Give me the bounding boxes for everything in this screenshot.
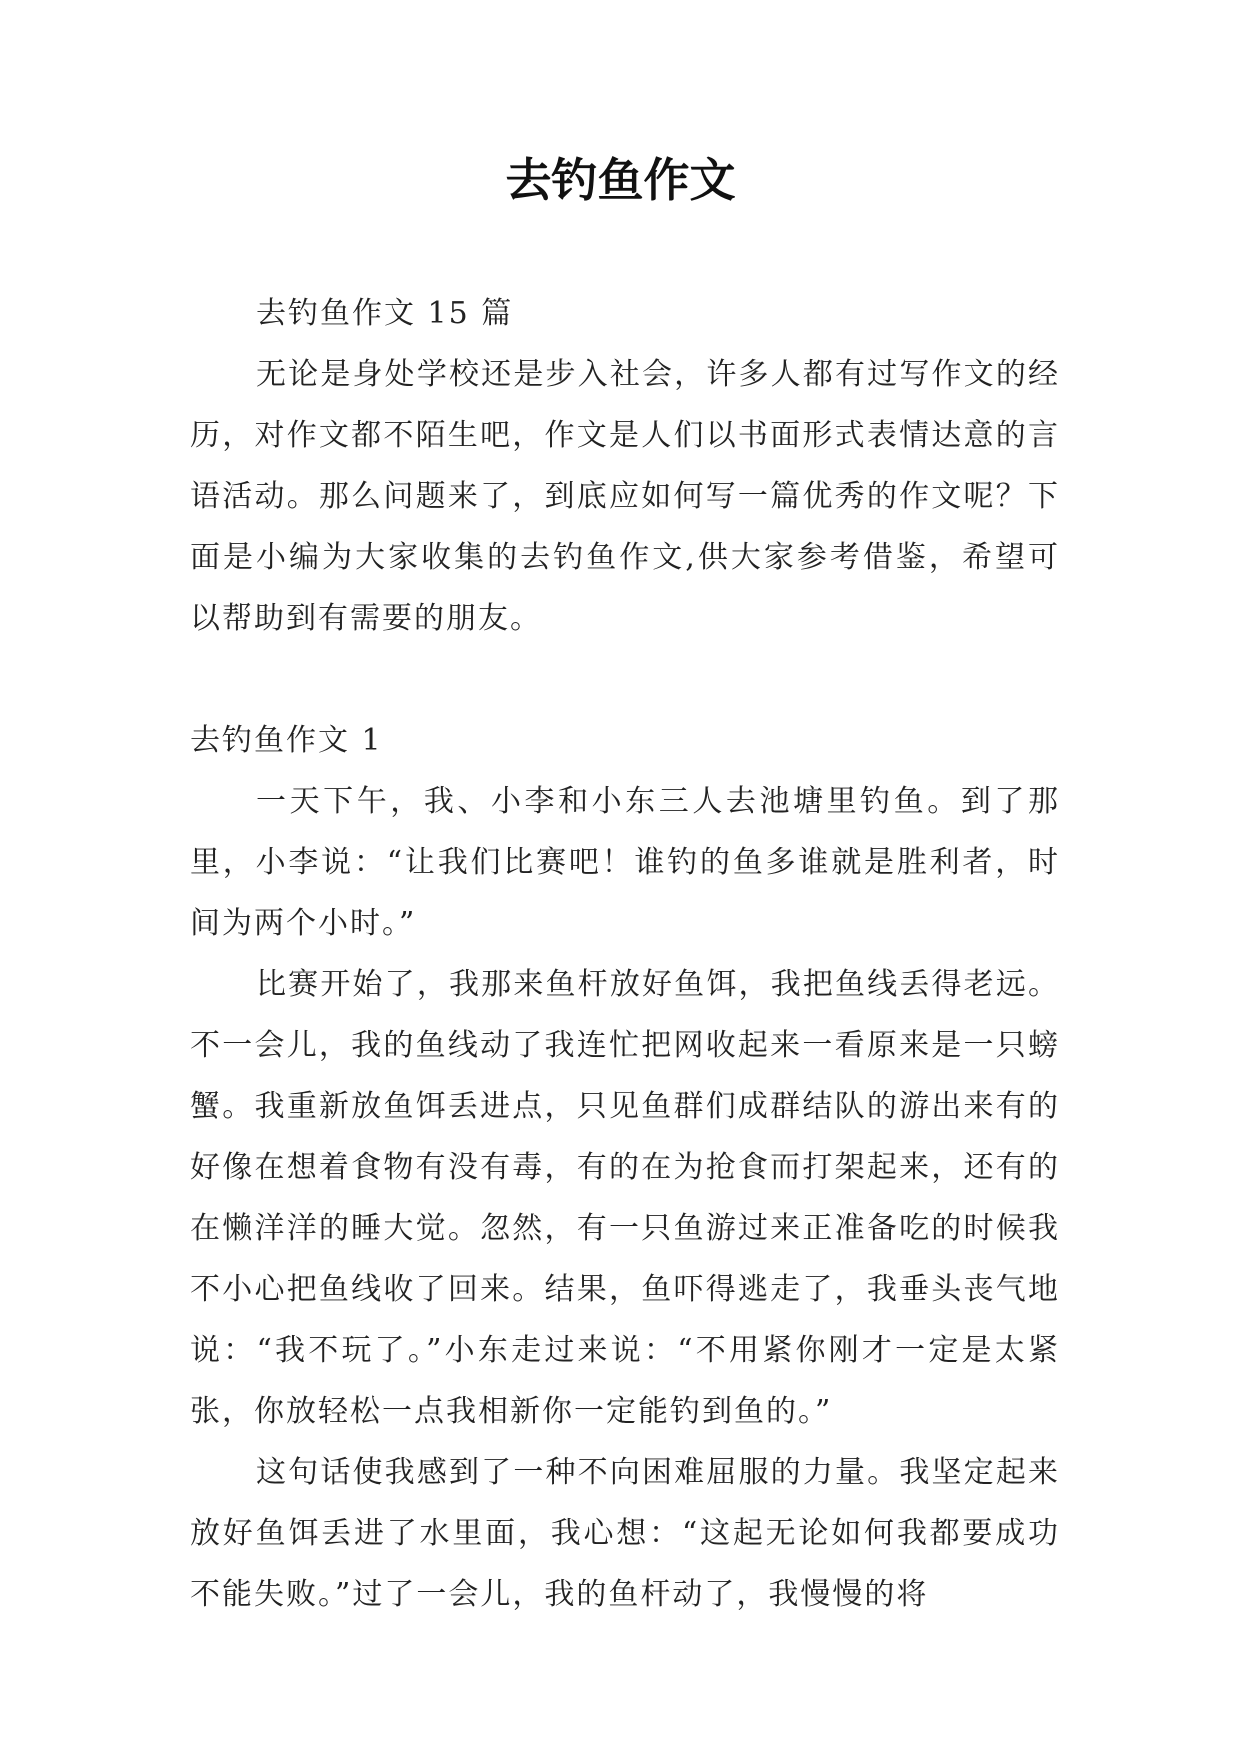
body-paragraph: 这句话使我感到了一种不向困难屈服的力量。我坚定起来放好鱼饵丢进了水里面，我心想：“这起无论如何我都要成功不能失败。”过了一会儿，我的鱼杆动了，我慢慢的将 — [190, 1455, 1060, 1612]
body-paragraph: 比赛开始了，我那来鱼杆放好鱼饵，我把鱼线丢得老远。不一会儿，我的鱼线动了我连忙把网收起来一看原来是一只螃蟹。我重新放鱼饵丢进点，只见鱼群们成群结队的游出来有的好像在想着食物有没有毒，有的在为抢食而打架起来，还有的在懒洋洋的睡大觉。忽然，有一只鱼游过来正准备吃的时候我不小心把鱼线收了回来。结果，鱼吓得逃走了，我垂头丧气地说：“我不玩了。”小东走过来说：“不用紧你刚才一定是太紧张，你放轻松一点我相新你一定能钓到鱼的。” — [190, 967, 1060, 1429]
intro-paragraph: 无论是身处学校还是步入社会，许多人都有过写作文的经历，对作文都不陌生吧，作文是人们以书面形式表情达意的言语活动。那么问题来了，到底应如何写一篇优秀的作文呢？下面是小编为大家收集的去钓鱼作文,供大家参考借鉴，希望可以帮助到有需要的朋友。 — [190, 357, 1060, 636]
document-body — [190, 283, 1060, 1625]
document-subtitle: 去钓鱼作文 15 篇 — [256, 296, 514, 331]
body-paragraph: 一天下午，我、小李和小东三人去池塘里钓鱼。到了那里，小李说：“让我们比赛吧！谁钓的鱼多谁就是胜利者，时间为两个小时。” — [190, 784, 1060, 941]
document-title: 去钓鱼作文 — [505, 153, 736, 207]
section-heading: 去钓鱼作文 1 — [190, 723, 383, 758]
section-spacer — [190, 649, 1060, 710]
